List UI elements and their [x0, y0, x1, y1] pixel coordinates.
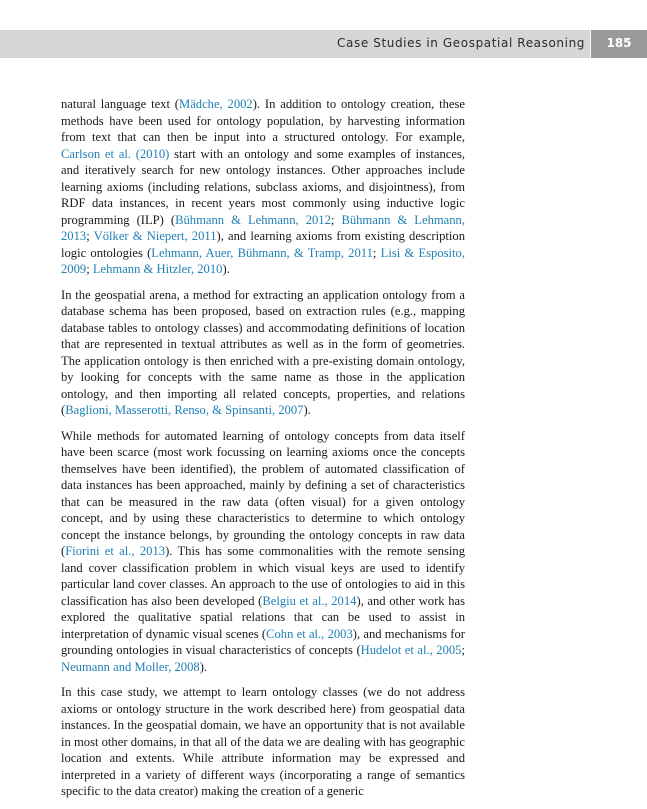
paragraph-text: ), and other work has explored the qualitative spatial relations that can be used to assist in interpretation of dynamic visual scenes (: [61, 593, 465, 641]
paragraph-text: ;: [86, 262, 93, 276]
paragraph: [61, 428, 465, 676]
body-text: [61, 96, 465, 809]
citation-link[interactable]: Völker & Niepert, 2011: [93, 229, 217, 243]
paragraph-text: start with an ontology and some examples of instances, and iteratively search for new ontology instances. Other approaches include learning axioms (including relations, subclass axioms, and disjointness), from RDF data instances, in recent years most commonly using inductive logic programming (ILP) (: [61, 146, 465, 227]
paragraph-text: ), and mechanisms for grounding ontologies in visual characteristics of concepts (: [61, 626, 465, 657]
paragraph-text: ).: [199, 659, 208, 674]
citation-link[interactable]: Mädche, 2002: [179, 97, 253, 111]
paragraph-text: natural language text (: [61, 97, 179, 111]
page-number: 185: [606, 36, 632, 50]
paragraph-text: ). In addition to ontology creation, these methods have been used for ontology population, by harvesting information from text that can then be input into a structured ontology. For example,: [61, 97, 465, 144]
citation-link[interactable]: Bühmann & Lehmann, 2012: [175, 212, 331, 227]
paragraph: [61, 96, 465, 278]
citation-link[interactable]: Carlson et al. (2010): [61, 146, 170, 161]
paragraph-text: While methods for automated learning of ontology concepts from data itself have been scarce (most work focussing on learning axioms once the concepts themselves have been identified), the problem of automated classification of data instances has been approached, mainly by defining a set of characteristics that can be measured in the raw data (often visual) for a given ontology concept, and by using these characteristics to determine to which ontology concept the instance belongs, by grounding the ontology concepts in raw data (: [61, 428, 465, 558]
paragraph: [61, 684, 465, 800]
paragraph-text: ;: [86, 229, 94, 243]
citation-link[interactable]: Lisi & Esposito, 2009: [61, 245, 465, 276]
paragraph-text: ).: [222, 262, 230, 276]
citation-link[interactable]: Baglioni, Masserotti, Renso, & Spinsanti, 2007: [65, 403, 304, 417]
citation-link[interactable]: Lehmann & Hitzler, 2010: [92, 262, 223, 276]
paragraph-text: ;: [330, 212, 342, 227]
paragraph-text: In this case study, we attempt to learn ontology classes (we do not address axioms or ontology structure in the work described here) from geospatial data instances. In the geospatial domain, we have an opportunity that is not available in most other domains, in that all of the data we are dealing with has geographic location and extents. While attribute information may be expressed and interpreted in a variety of different ways (incorporating a range of semantics specific to the data creator) making the creation of a generic: [61, 685, 465, 798]
citation-link[interactable]: Belgiu et al., 2014: [262, 593, 357, 608]
citation-link[interactable]: Neumann and Moller, 2008: [61, 659, 200, 674]
paragraph-text: ), and learning axioms from existing description logic ontologies (: [61, 229, 466, 260]
paragraph-text: ).: [303, 403, 311, 417]
citation-link[interactable]: Cohn et al., 2003: [266, 626, 353, 641]
running-head-title: Case Studies in Geospatial Reasoning: [337, 36, 585, 50]
paragraph: [61, 287, 465, 419]
citation-link[interactable]: Hudelot et al., 2005: [360, 643, 462, 657]
paragraph-text: ;: [372, 245, 381, 260]
page-number-box: [591, 30, 647, 58]
citation-link[interactable]: Bühmann & Lehmann, 2013: [61, 212, 465, 243]
paragraph-text: ). This has some commonalities with the remote sensing land cover classification problem in which visual keys are used to identify particular land cover classes. An approach to the use of ontologies to aid in this classification has also been developed (: [61, 544, 465, 608]
paragraph-text: ;: [461, 643, 465, 657]
paragraph-text: In the geospatial arena, a method for extracting an application ontology from a database schema has been proposed, based on extraction rules (e.g., mapping database tables to ontology classes) and accommodating definitions of location that are represented in textual attributes as well as in the form of geometries. The application ontology is then enriched with a pre-existing domain ontology, by looking for concepts with the same name as those in the application ontology, and then importing all related concepts, properties, and relations (: [61, 287, 465, 417]
citation-link[interactable]: Fiorini et al., 2013: [65, 544, 166, 558]
citation-link[interactable]: Lehmann, Auer, Bühmann, & Tramp, 2011: [151, 245, 373, 260]
